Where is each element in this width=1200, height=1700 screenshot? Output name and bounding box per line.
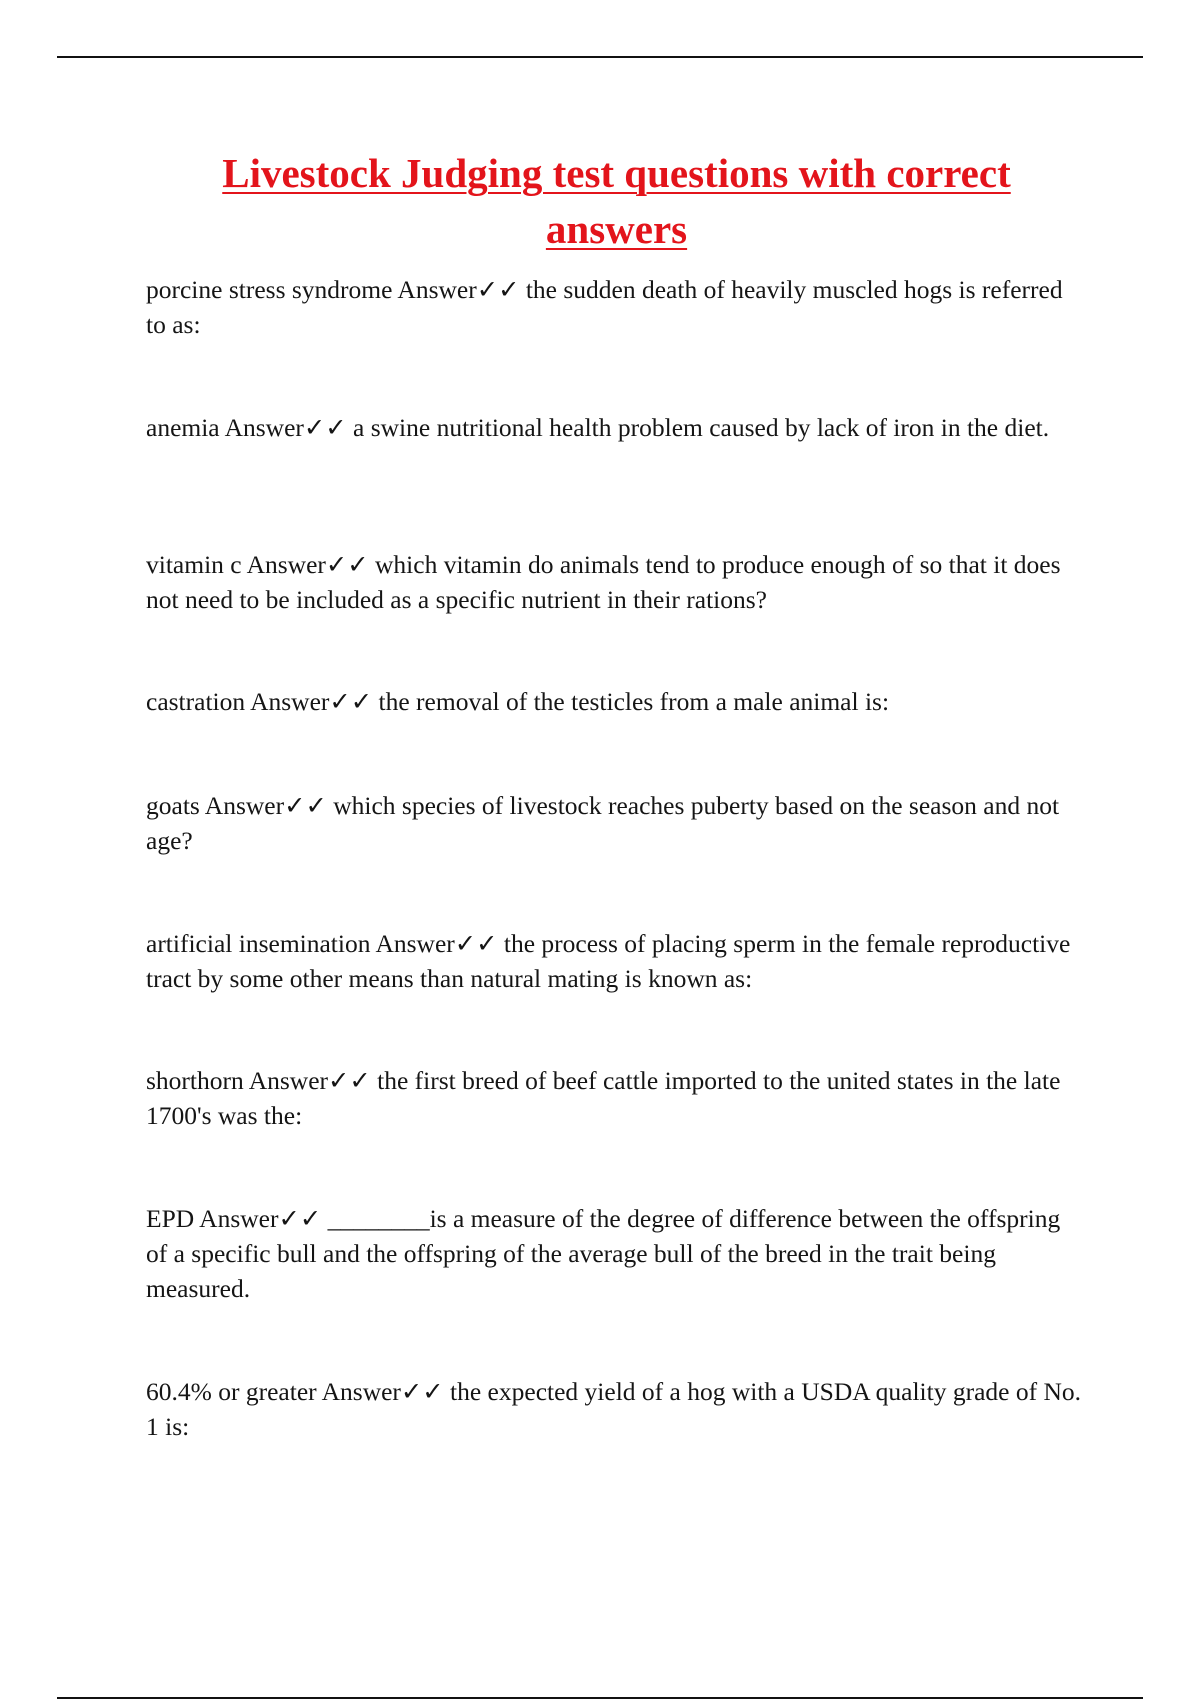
answer-text: shorthorn xyxy=(146,1066,244,1095)
qa-item-3 xyxy=(146,547,1086,617)
answer-marker: Answer✓✓ xyxy=(321,1377,444,1406)
qa-item-5 xyxy=(146,788,1086,858)
answer-text: EPD xyxy=(146,1204,195,1233)
bottom-rule xyxy=(57,1697,1143,1699)
answer-text: porcine stress syndrome xyxy=(146,275,393,304)
question-text: which species of livestock reaches puberty based on the season and not age? xyxy=(146,791,1060,855)
answer-marker: Answer✓✓ xyxy=(375,929,498,958)
answer-text: goats xyxy=(146,791,200,820)
answer-marker: Answer✓✓ xyxy=(397,275,520,304)
question-text: ________is a measure of the degree of difference between the offspring of a specific bull and the offspring of the average bull of the breed in the trait being measured. xyxy=(146,1204,1061,1303)
answer-text: artificial insemination xyxy=(146,929,371,958)
answer-text: castration xyxy=(146,687,246,716)
answer-text: 60.4% or greater xyxy=(146,1377,317,1406)
answer-marker: Answer✓✓ xyxy=(248,1066,371,1095)
page-title: Livestock Judging test questions with correct answers xyxy=(222,150,1011,252)
question-text: a swine nutritional health problem caused by lack of iron in the diet. xyxy=(353,413,1050,442)
question-text: the first breed of beef cattle imported to the united states in the late 1700's was the: xyxy=(146,1066,1061,1130)
answer-marker: Answer✓✓ xyxy=(224,413,347,442)
answer-text: vitamin c xyxy=(146,550,242,579)
qa-item-7 xyxy=(146,1063,1086,1133)
question-text: the process of placing sperm in the female reproductive tract by some other means than natural mating is known as: xyxy=(146,929,1071,993)
answer-marker: Answer✓✓ xyxy=(204,791,327,820)
qa-item-9 xyxy=(146,1374,1086,1444)
question-text: which vitamin do animals tend to produce enough of so that it does not need to be included as a specific nutrient in their rations? xyxy=(146,550,1061,614)
qa-item-6 xyxy=(146,926,1086,996)
question-text: the removal of the testicles from a male animal is: xyxy=(378,687,890,716)
answer-marker: Answer✓✓ xyxy=(246,550,369,579)
qa-item-4 xyxy=(146,684,1086,719)
answer-marker: Answer✓✓ xyxy=(199,1204,322,1233)
qa-item-1 xyxy=(146,272,1086,342)
question-text: the sudden death of heavily muscled hogs is referred to as: xyxy=(146,275,1063,339)
qa-item-2 xyxy=(146,410,1086,445)
qa-item-8 xyxy=(146,1201,1086,1306)
answer-text: anemia xyxy=(146,413,220,442)
top-rule xyxy=(57,56,1143,58)
question-text: the expected yield of a hog with a USDA quality grade of No. 1 is: xyxy=(146,1377,1081,1441)
answer-marker: Answer✓✓ xyxy=(250,687,373,716)
